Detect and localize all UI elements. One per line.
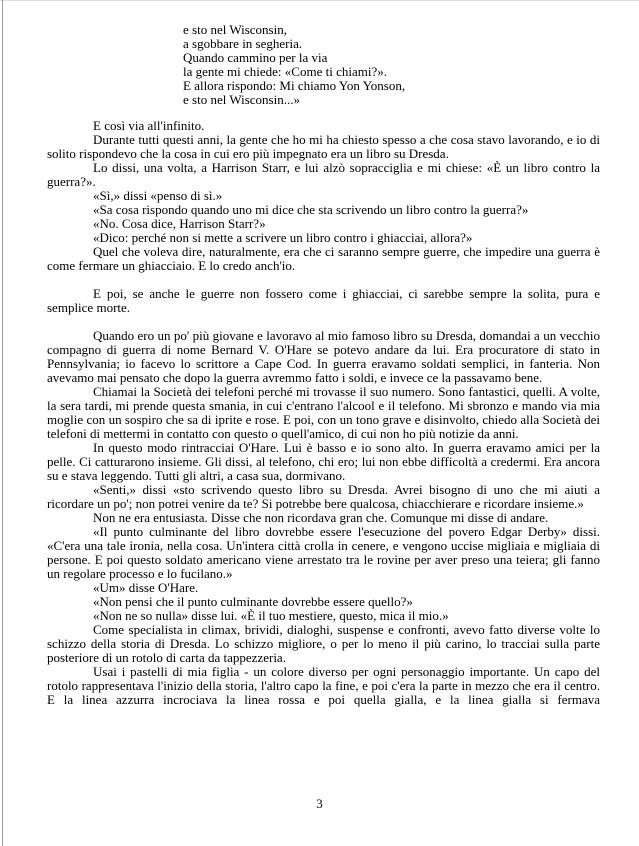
poem-line: la gente mi chiede: «Come ti chiami?». [183,64,387,79]
page-number: 3 [316,796,323,811]
poem-line: e sto nel Wisconsin...» [183,92,300,107]
poem-line: E allora rispondo: Mi chiamo Yon Yonson, [183,78,406,93]
paragraph: «No. Cosa dice, Harrison Starr?» [93,216,266,231]
paragraph: Quando ero un po' più giovane e lavoravo al mio famoso libro su Dresda, domandai a un vecchio compagno di guerra di nome Bernard V. O'Hare se potevo andare da lui. Era procuratore di stato in Pennsylvania; io facevo lo scrittore a Cape Cod. In guerra eravamo soldati semplici, in fanteria. Non avevamo mai pensato che dopo la guerra avremmo fatto i soldi, e invece ce la passavamo bene. [47,328,600,385]
paragraph: «Sì,» dissi «penso di sì.» [93,188,223,203]
paragraph: «Il punto culminante del libro dovrebbe essere l'esecuzione del povero Edgar Derby» dissi. «C'era una tale ironia, nella cosa. Un'intera città crolla in cenere, e vengono uccise migliaia e migliaia di persone. E poi questo soldato americano viene arrestato tra le rovine per aver preso una teiera; gli fanno un regolare processo e lo fucilano.» [47,524,600,581]
poem-block [183,23,600,107]
paragraph: E poi, se anche le guerre non fossero come i ghiacciai, ci sarebbe sempre la solita, pura e semplice morte. [47,286,600,315]
paragraph: Non ne era entusiasta. Disse che non ricordava gran che. Comunque mi disse di andare. [93,510,549,525]
page-top-edge [0,0,639,1]
paragraph: Come specialista in climax, brividi, dialoghi, suspense e confronti, avevo fatto diverse volte lo schizzo della storia di Dresda. Lo schizzo migliore, o per lo meno il più carino, lo tracciai sulla parte posteriore di un rotolo di carta da tappezzeria. [47,622,600,665]
paragraph: Chiamai la Società dei telefoni perché mi trovasse il suo numero. Sono fantastici, quelli. A volte, la sera tardi, mi prende questa smania, in cui c'entrano l'alcool e il telefono. Mi sbronzo e mando via mia moglie con un sospiro che sa di iprite e rose. E poi, con un tono grave e disinvolto, chiedo alla Società dei telefoni di mettermi in contatto con questo o quell'amico, di cui non ho più notizie da anni. [47,384,600,441]
poem-line: e sto nel Wisconsin, [183,22,287,37]
paragraph: «Dico: perché non si mette a scrivere un libro contro i ghiacciai, allora?» [93,230,473,245]
paragraph: Durante tutti questi anni, la gente che ho mi ha chiesto spesso a che cosa stavo lavorando, e io di solito rispondevo che la cosa in cui ero più impegnato era un libro su Dresda. [47,132,600,161]
page-content [47,23,600,707]
paragraph: Quel che voleva dire, naturalmente, era che ci saranno sempre guerre, che impedire una guerra è come fermare un ghiacciaio. E lo credo anch'io. [47,244,600,273]
paragraph: In questo modo rintracciai O'Hare. Lui è basso e io sono alto. In guerra eravamo amici per la pelle. Ci catturarono insieme. Gli dissi, al telefono, chi ero; lui non ebbe difficoltà a credermi. Era ancora su e stava leggendo. Tutti gli altri, a casa sua, dormivano. [47,440,600,483]
paragraph: Lo dissi, una volta, a Harrison Starr, e lui alzò sopracciglia e mi chiese: «È un libro contro la guerra?». [47,160,600,189]
poem-line: Quando cammino per la via [183,50,328,65]
paragraph: «Sa cosa rispondo quando uno mi dice che sta scrivendo un libro contro la guerra?» [93,202,529,217]
paragraph: Usai i pastelli di mia figlia - un colore diverso per ogni personaggio importante. Un capo del rotolo rappresentava l'inizio della storia, l'altro capo la fine, e poi c'era la parte in mezzo che era il centro. E la linea azzurra incrociava la linea rossa e poi quella gialla, e la linea gialla si fermava [47,664,600,707]
paragraph: «Senti,» dissi «sto scrivendo questo libro su Dresda. Avrei bisogno di uno che mi aiuti a ricordare un po'; non potrei venire da te? Si potrebbe bere qualcosa, chiacchierare e ricordare insieme.» [47,482,600,511]
paragraph: «Um» disse O'Hare. [93,580,199,595]
body-text [47,119,600,707]
paragraph: E così via all'infinito. [93,118,205,133]
paragraph: «Non ne so nulla» disse lui. «È il tuo mestiere, questo, mica il mio.» [93,608,449,623]
poem-line: a sgobbare in segheria. [183,36,303,51]
page-left-edge [2,0,3,846]
paragraph: «Non pensi che il punto culminante dovrebbe essere quello?» [93,594,413,609]
